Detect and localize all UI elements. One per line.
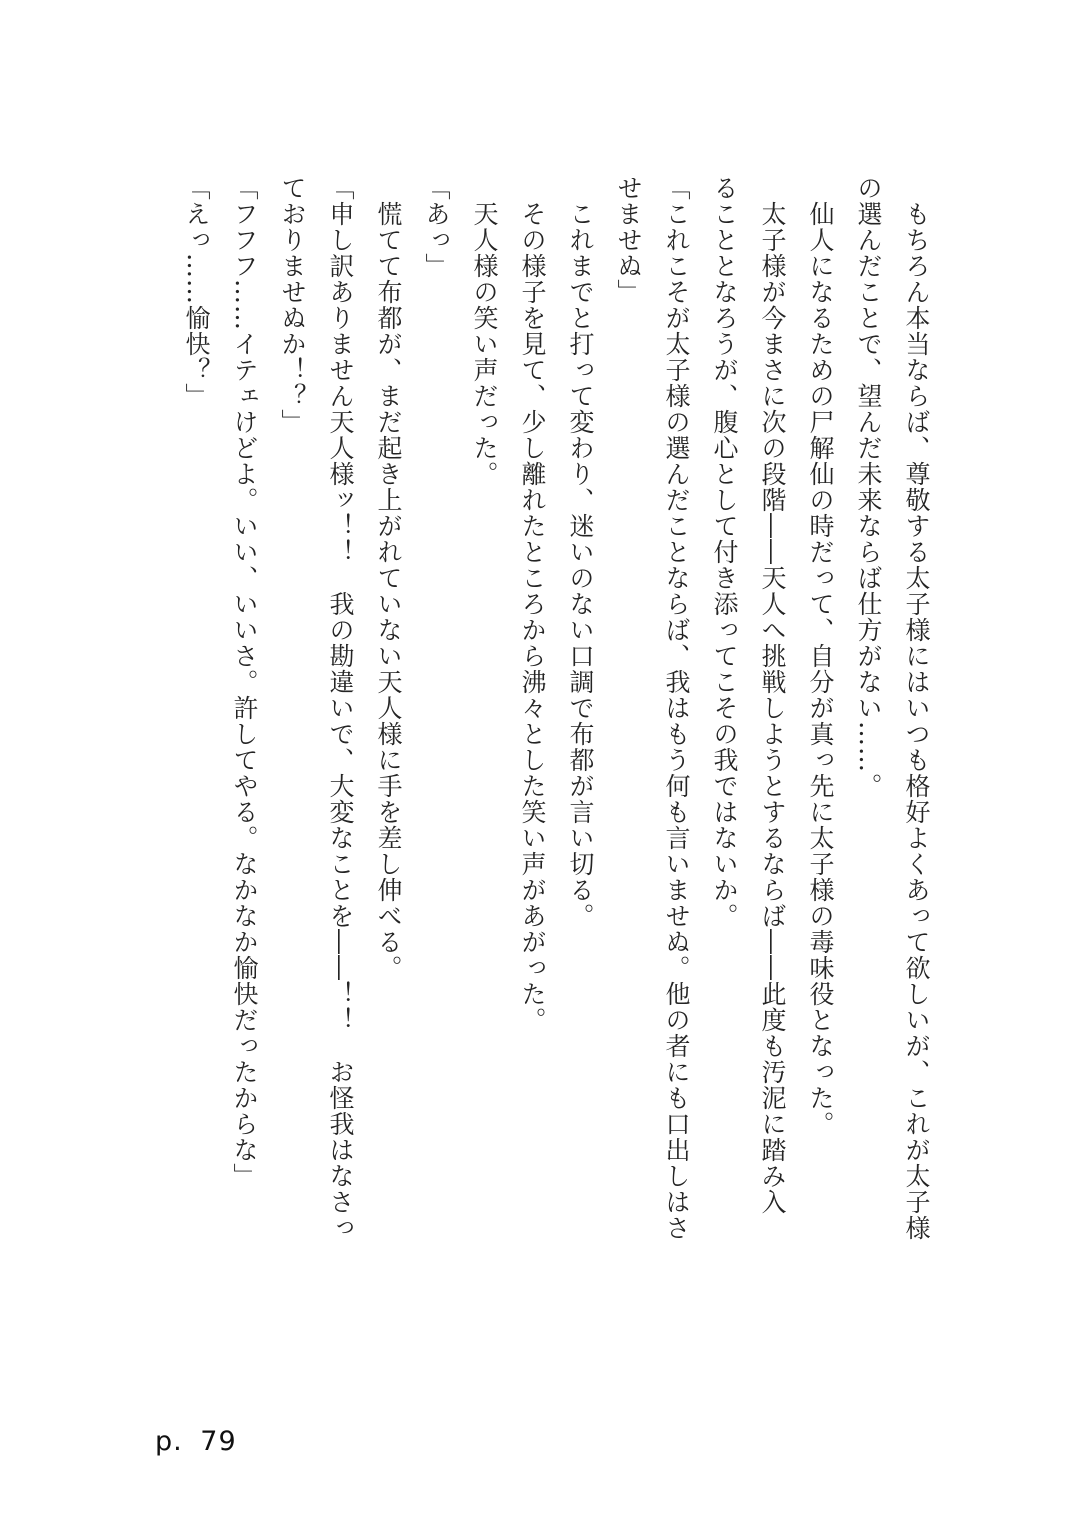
text-column: 「フフフ……イテェけどよ。いい、いいさ。許してやる。なかなか愉快だったからな」	[230, 175, 259, 1189]
text-column: その様子を見て、少し離れたところから沸々とした笑い声があがった。	[518, 201, 547, 1033]
text-column: 「これこそが太子様の選んだことならば、我はもう何も言いませぬ。他の者にも口出しはさ	[662, 175, 691, 1241]
text-column: 仙人になるための尸解仙の時だって、自分が真っ先に太子様の毒味役となった。	[806, 201, 835, 1137]
text-column: せませぬ」	[614, 175, 643, 305]
text-column: 太子様が今まさに次の段階――天人へ挑戦しようとするならば――此度も汚泥に踏み入	[758, 201, 787, 1215]
text-column: の選んだことで、望んだ未来ならば仕方がない……。	[854, 175, 883, 799]
text-column: ておりませぬか！？」	[278, 175, 307, 435]
text-column: 「申し訳ありません天人様ッ！！ 我の勘違いで、大変なことを――！！ お怪我はなさっ	[326, 175, 355, 1241]
text-column: 天人様の笑い声だった。	[470, 201, 499, 487]
vertical-text-block	[172, 175, 940, 1290]
page-number: p. 79	[155, 1426, 237, 1457]
text-column: もちろん本当ならば、尊敬する太子様にはいつも格好よくあって欲しいが、これが太子様	[902, 201, 931, 1241]
text-column: 慌てて布都が、まだ起き上がれていない天人様に手を差し伸べる。	[374, 201, 403, 981]
text-column: 「えっ……愉快？」	[182, 175, 211, 409]
text-column: これまでと打って変わり、迷いのない口調で布都が言い切る。	[566, 201, 595, 929]
text-column: ることとなろうが、腹心として付き添ってこその我ではないか。	[710, 175, 739, 929]
text-column: 「あっ」	[422, 175, 451, 279]
